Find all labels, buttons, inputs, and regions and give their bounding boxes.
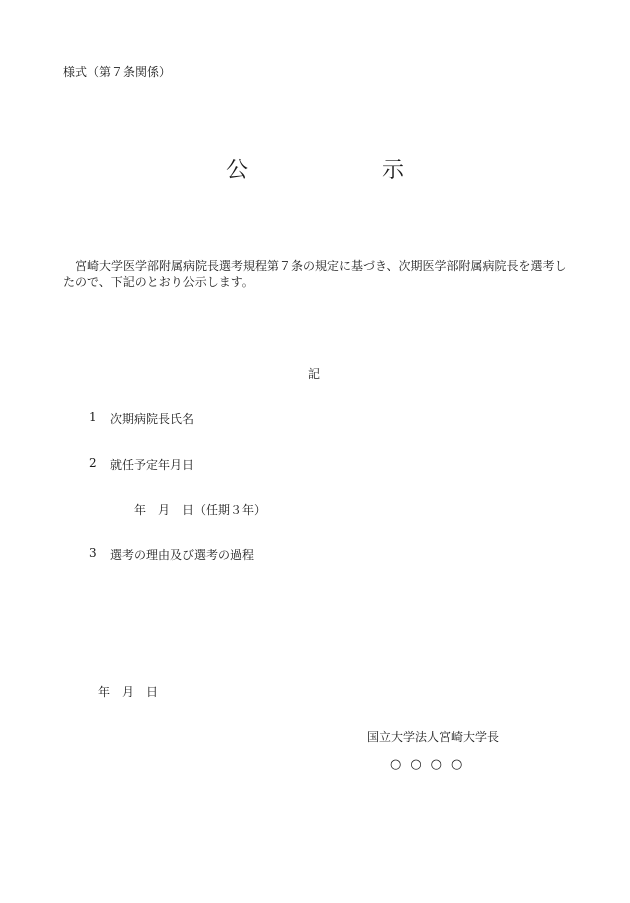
- announcement-body: 宮崎大学医学部附属病院長選考規程第７条の規定に基づき、次期医学部附属病院長を選考したので、下記のとおり公示します。: [63, 259, 567, 289]
- issuer-title: 国立大学法人宮崎大学長: [367, 730, 500, 744]
- date-line: 年 月 日: [98, 685, 159, 699]
- item-2-label: 就任予定年月日: [110, 458, 195, 472]
- ki-heading: 記: [308, 367, 321, 381]
- title-character-2: 示: [382, 158, 405, 183]
- item-3-label: 選考の理由及び選考の過程: [110, 548, 255, 562]
- form-label: 様式（第７条関係）: [63, 65, 172, 79]
- term-line: 年 月 日（任期３年）: [134, 503, 267, 517]
- item-1-number: 1: [89, 410, 97, 424]
- item-3-number: 3: [89, 546, 97, 560]
- title-character-1: 公: [226, 158, 249, 183]
- signature-placeholder: ○○○○: [390, 757, 472, 772]
- item-2-number: 2: [89, 456, 97, 470]
- item-1-label: 次期病院長氏名: [110, 412, 195, 426]
